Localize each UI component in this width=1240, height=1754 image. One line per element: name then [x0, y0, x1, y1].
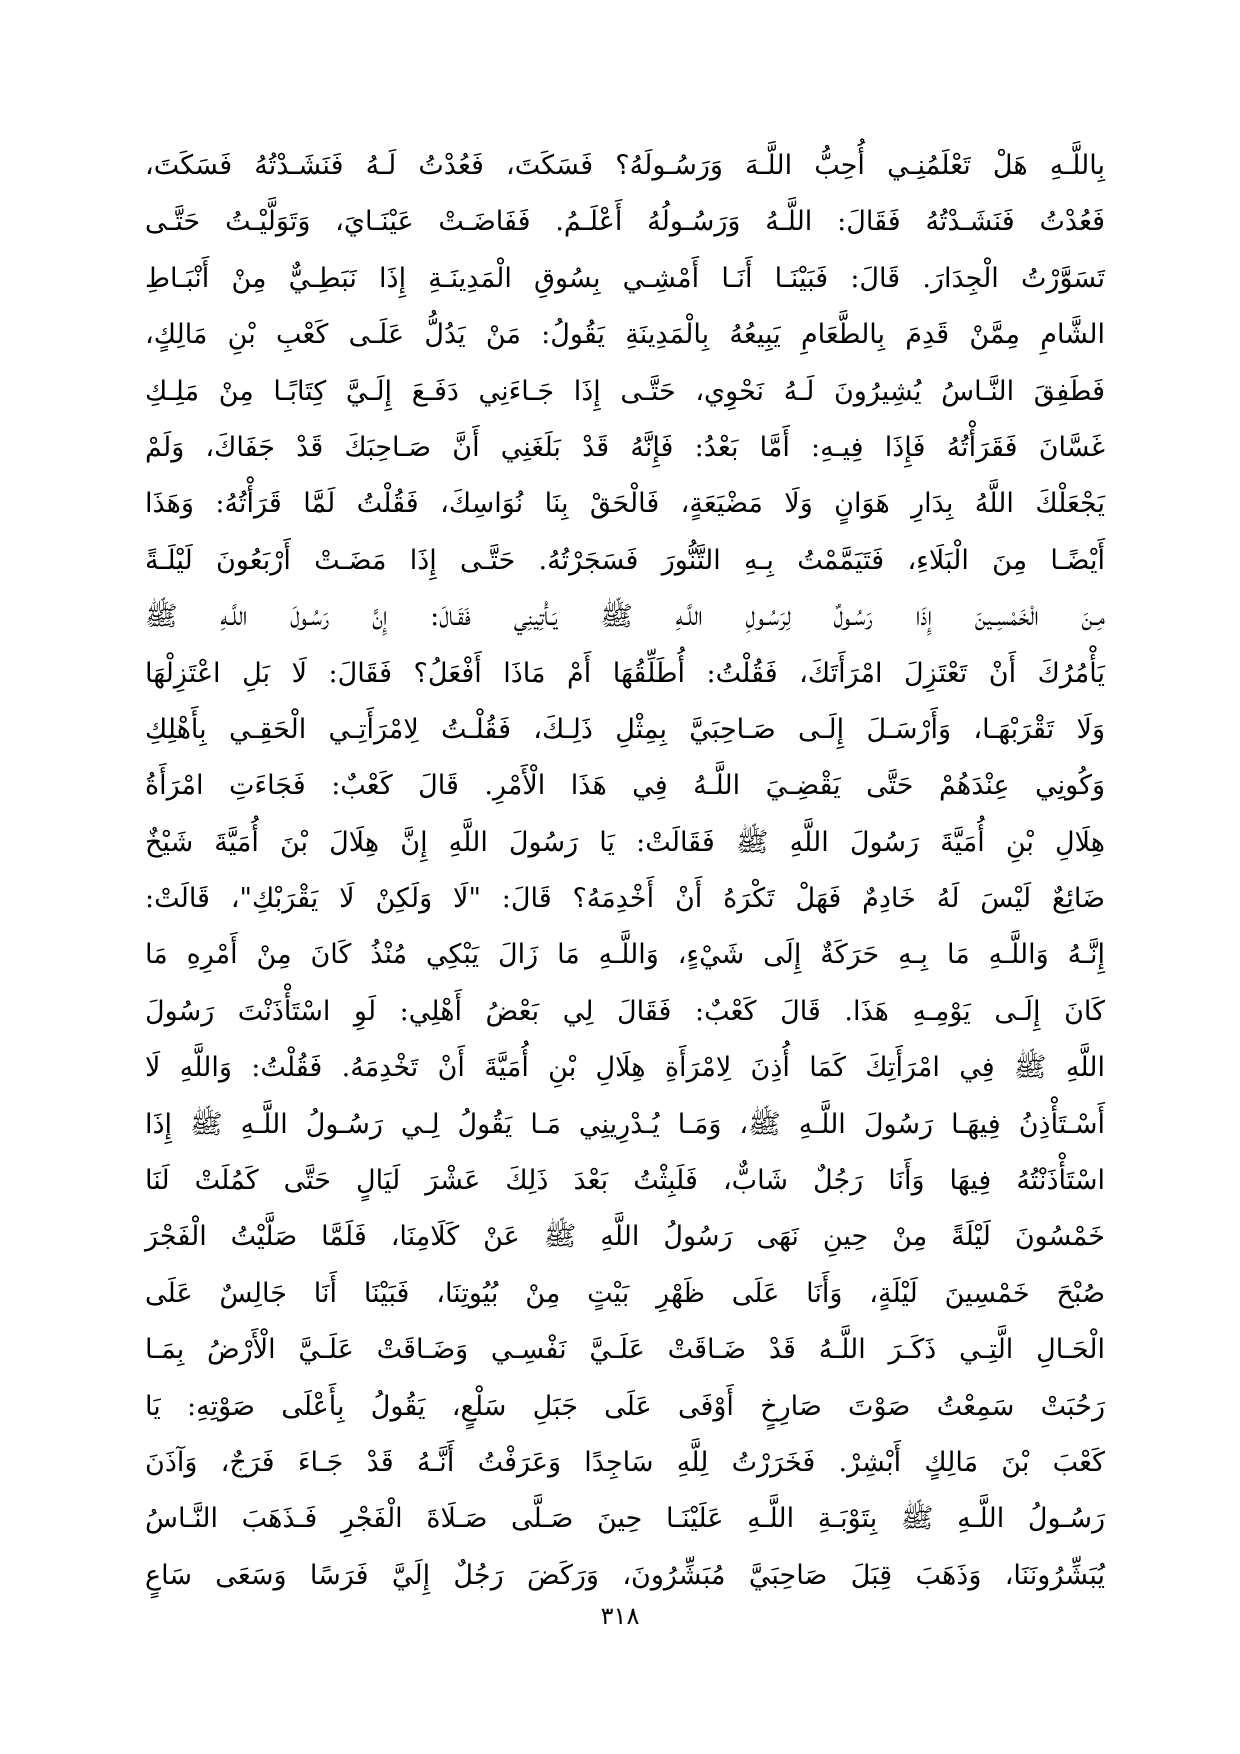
text-line: صُبْحَ خَمْسِينَ لَيْلَةٍ، وَأَنَا عَلَى ظَهْرِ بَيْتٍ مِنْ بُيُوتِنَا، فَبَيْنَا أَنَا جَالِسٌ عَلَى — [145, 1277, 1105, 1309]
text-line: ضَائِعٌ لَيْسَ لَهُ خَادِمٌ فَهَلْ تَكْرَهُ أَنْ أَخْدِمَهُ؟ قَالَ: "لَا وَلَكِنْ لَا يَقْرَبْكِ"، قَالَتْ: — [145, 883, 1105, 915]
text-line: مِـنَ الْخَمْسِـينَ إِذَا رَسُـولٌ لِرَسُـولِ اللَّـهِ ﷺ يَـأْتِينِي فَقَـالَ: إِنَّ رَسُـولَ اللَّـهِ ﷺ — [145, 601, 1105, 633]
text-line: وَكُونِي عِنْدَهُمْ حَتَّى يَقْضِـيَ اللَّـهُ فِي هَذَا الْأَمْرِ. قَالَ كَعْبٌ: فَجَاءَتِ امْرَأَةُ — [145, 770, 1105, 802]
text-line: اللَّهِ ﷺ فِي امْرَأَتِكَ كَمَا أُذِنَ لِامْرَأَةِ هِلَالِ بْنِ أُمَيَّةَ أَنْ تَخْدِمَهُ. فَقُلْتُ: وَاللَّهِ لَا — [145, 1052, 1105, 1084]
body-text — [145, 138, 1105, 1604]
text-line: الشَّامِ مِمَّنْ قَدِمَ بِالطَّعَامِ يَبِيعُهُ بِالْمَدِينَةِ يَقُولُ: مَنْ يَدُلُّ عَلَـى كَعْبِ بْنِ مَالِكٍ، — [145, 319, 1105, 351]
text-line: إِنَّـهُ وَاللَّـهِ مَا بِـهِ حَرَكَةٌ إِلَى شَيْءٍ، وَاللَّـهِ مَا زَالَ يَبْكِي مُنْذُ كَانَ مِنْ أَمْرِهِ مَا — [145, 939, 1105, 971]
text-line: فَطَفِقَ النَّـاسُ يُشِيرُونَ لَـهُ نَحْوِي، حَتَّـى إِذَا جَـاءَنِي دَفَـعَ إِلَـيَّ كِتَابًـا مِنْ مَلِـكِ — [145, 375, 1105, 407]
text-line: رَحُبَتْ سَمِعْتُ صَوْتَ صَارِخٍ أَوْفَى عَلَى جَبَلِ سَلْعٍ، يَقُولُ بِأَعْلَى صَوْتِهِ: يَا — [145, 1390, 1105, 1422]
text-line: رَسُـولُ اللَّـهِ ﷺ بِتَوْبَـةِ اللَّـهِ عَلَيْنَـا حِينَ صَـلَّى صَـلَاةَ الْفَجْرِ فَـذَهَبَ النَّـاسُ — [145, 1503, 1105, 1535]
text-line: كَعْبَ بْنَ مَالِكٍ أَبْشِرْ. فَخَرَرْتُ لِلَّهِ سَاجِدًا وَعَرَفْتُ أَنَّـهُ قَدْ جَـاءَ فَرَجٌ، وَآذَنَ — [145, 1446, 1105, 1478]
text-line: خَمْسُونَ لَيْلَةً مِنْ حِينِ نَهَى رَسُولُ اللَّهِ ﷺ عَنْ كَلَامِنَا، فَلَمَّا صَلَّيْتُ الْفَجْرَ — [145, 1221, 1105, 1253]
text-line: وَلَا تَقْرَبْهَـا، وَأَرْسَـلَ إِلَـى صَـاحِبَيَّ بِمِثْلِ ذَلِـكَ، فَقُلْـتُ لِامْرَأَتِـي الْحَقِـي بِأَهْلِكِ — [145, 713, 1105, 745]
page-number: ٣١٨ — [600, 1602, 640, 1630]
text-line: كَانَ إِلَـى يَوْمِـهِ هَذَا. قَالَ كَعْبٌ: فَقَالَ لِي بَعْضُ أَهْلِي: لَوِ اسْتَأْذَنْتَ رَسُولَ — [145, 995, 1105, 1027]
text-line: يَأْمُرُكَ أَنْ تَعْتَزِلَ امْرَأَتَكَ، فَقُلْتُ: أُطَلِّقُهَا أَمْ مَاذَا أَفْعَلُ؟ فَقَالَ: لَا بَلِ اعْتَزِلْهَا — [145, 657, 1105, 689]
text-line: فَعُدْتُ فَنَشَـدْتُهُ فَقَالَ: اللَّـهُ وَرَسُـولُهُ أَعْلَـمُ. فَفَاضَـتْ عَيْنَـايَ، وَتَوَلَّيْـتُ حَتَّـى — [145, 206, 1105, 238]
text-line: يُبَشِّرُونَنَا، وَذَهَبَ قِبَلَ صَاحِبَيَّ مُبَشِّرُونَ، وَرَكَضَ رَجُلٌ إِلَيَّ فَرَسًا وَسَعَى سَاعٍ — [145, 1559, 1105, 1591]
text-line: غَسَّانَ فَقَرَأْتُهُ فَإِذَا فِيـهِ: أَمَّا بَعْدُ: فَإِنَّهُ قَدْ بَلَغَنِي أَنَّ صَـاحِبَكَ قَدْ جَفَاكَ، وَلَمْ — [145, 431, 1105, 463]
text-line: يَجْعَلْكَ اللَّهُ بِدَارِ هَوَانٍ وَلَا مَضْيَعَةٍ، فَالْحَقْ بِنَا نُوَاسِكَ، فَقُلْتُ لَمَّا قَرَأْتُهُ: وَهَذَا — [145, 488, 1105, 520]
text-line: الْحَـالِ الَّتِـي ذَكَـرَ اللَّـهُ قَدْ ضَـاقَتْ عَلَـيَّ نَفْسِـي وَضَـاقَتْ عَلَـيَّ الْأَرْضُ بِمَـا — [145, 1334, 1105, 1366]
text-line: بِاللَّـهِ هَلْ تَعْلَمُنِـي أُحِبُّ اللَّـهَ وَرَسُـولَهُ؟ فَسَكَتَ، فَعُدْتُ لَـهُ فَنَشَـدْتُهُ فَسَكَتَ، — [145, 150, 1105, 181]
text-line: اسْتَأْذَنْتُهُ فِيهَا وَأَنَا رَجُلٌ شَابٌّ، فَلَبِثْتُ بَعْدَ ذَلِكَ عَشْرَ لَيَالٍ حَتَّى كَمُلَتْ لَنَا — [145, 1165, 1105, 1197]
text-line: أَسْـتَأْذِنُ فِيهَـا رَسُولَ اللَّـهِ ﷺ، وَمَـا يُـدْرِينِي مَـا يَقُولُ لِـي رَسُـولُ اللَّـهِ ﷺ إِذَا — [145, 1108, 1105, 1140]
text-line: تَسَوَّرْتُ الْجِدَارَ. قَالَ: فَبَيْنَـا أَنَـا أَمْشِـي بِسُوقِ الْمَدِينَـةِ إِذَا نَبَطِـيٌّ مِنْ أَنْبَـاطِ — [145, 262, 1105, 294]
text-line: أَيْضًـا مِنَ الْبَلَاءِ، فَتَيَمَّمْتُ بِـهِ التَّنُّورَ فَسَجَرْتُهُ. حَتَّـى إِذَا مَضَـتْ أَرْبَعُونَ لَيْلَـةً — [145, 544, 1105, 576]
text-line: هِلَالِ بْنِ أُمَيَّةَ رَسُولَ اللَّهِ ﷺ فَقَالَتْ: يَا رَسُولَ اللَّهِ إِنَّ هِلَالَ بْنَ أُمَيَّةَ شَيْخٌ — [145, 826, 1105, 858]
